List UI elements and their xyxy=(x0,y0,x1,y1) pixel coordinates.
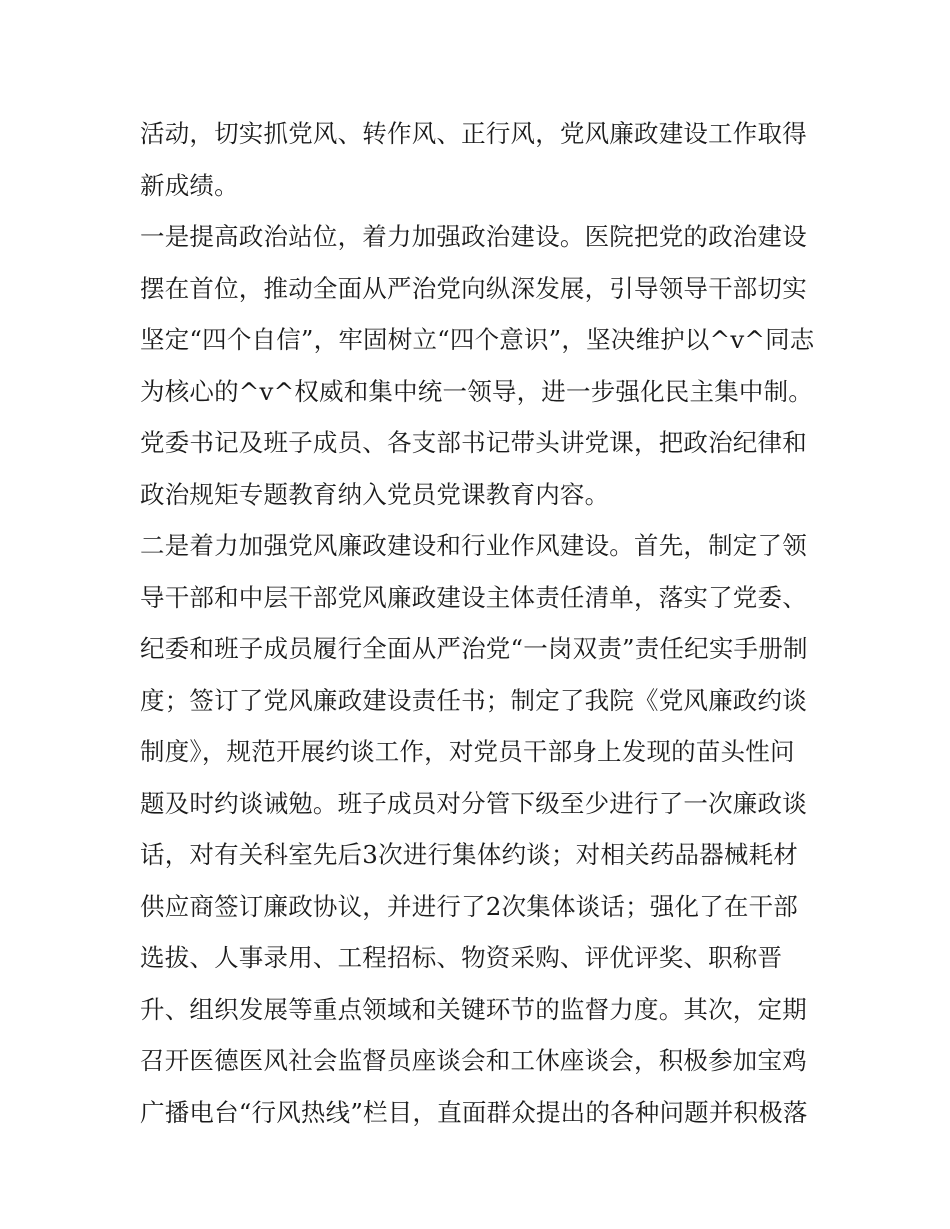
text-line: 摆在首位，推动全面从严治党向纵深发展，引导领导干部切实 xyxy=(140,273,807,303)
text-line: 政治规矩专题教育纳入党员党课教育内容。 xyxy=(140,479,610,509)
text-line: 活动，切实抓党风、转作风、正行风，党风廉政建设工作取得 xyxy=(140,119,807,148)
text-line: 选拔、人事录用、工程招标、物资采购、评优评奖、职称晋 xyxy=(140,943,783,972)
text-line: 广播电台“行风热线”栏目，直面群众提出的各种问题并积极落 xyxy=(140,1097,808,1127)
text-line: 度；签订了党风廉政建设责任书；制定了我院《党风廉政约谈 xyxy=(140,685,807,715)
text-line: 二是着力加强党风廉政建设和行业作风建设。首先，制定了领 xyxy=(140,531,807,560)
text-line: 话，对有关科室先后3次进行集体约谈；对相关药品器械耗材 xyxy=(140,840,798,869)
text-line: 召开医德医风社会监督员座谈会和工休座谈会，积极参加宝鸡 xyxy=(140,1046,807,1075)
text-line: 制度》，规范开展约谈工作，对党员干部身上发现的苗头性问 xyxy=(140,737,795,766)
text-line: 题及时约谈诫勉。班子成员对分管下级至少进行了一次廉政谈 xyxy=(140,788,807,818)
text-line: 纪委和班子成员履行全面从严治党“一岗双责”责任纪实手册制 xyxy=(140,634,808,663)
text-line: 供应商签订廉政协议，并进行了2次集体谈话；强化了在干部 xyxy=(140,891,798,921)
text-line: 为核心的^v^权威和集中统一领导，进一步强化民主集中制。 xyxy=(140,376,813,406)
text-line: 一是提高政治站位，着力加强政治建设。医院把党的政治建设 xyxy=(140,222,807,251)
document-body xyxy=(140,108,820,1138)
text-line: 党委书记及班子成员、各支部书记带头讲党课，把政治纪律和 xyxy=(140,428,807,457)
text-line: 导干部和中层干部党风廉政建设主体责任清单，落实了党委、 xyxy=(140,582,807,612)
text-line: 坚定“四个自信”，牢固树立“四个意识”，坚决维护以^v^同志 xyxy=(140,325,815,354)
text-line: 升、组织发展等重点领域和关键环节的监督力度。其次，定期 xyxy=(140,994,807,1024)
text-line: 新成绩。 xyxy=(140,170,239,200)
